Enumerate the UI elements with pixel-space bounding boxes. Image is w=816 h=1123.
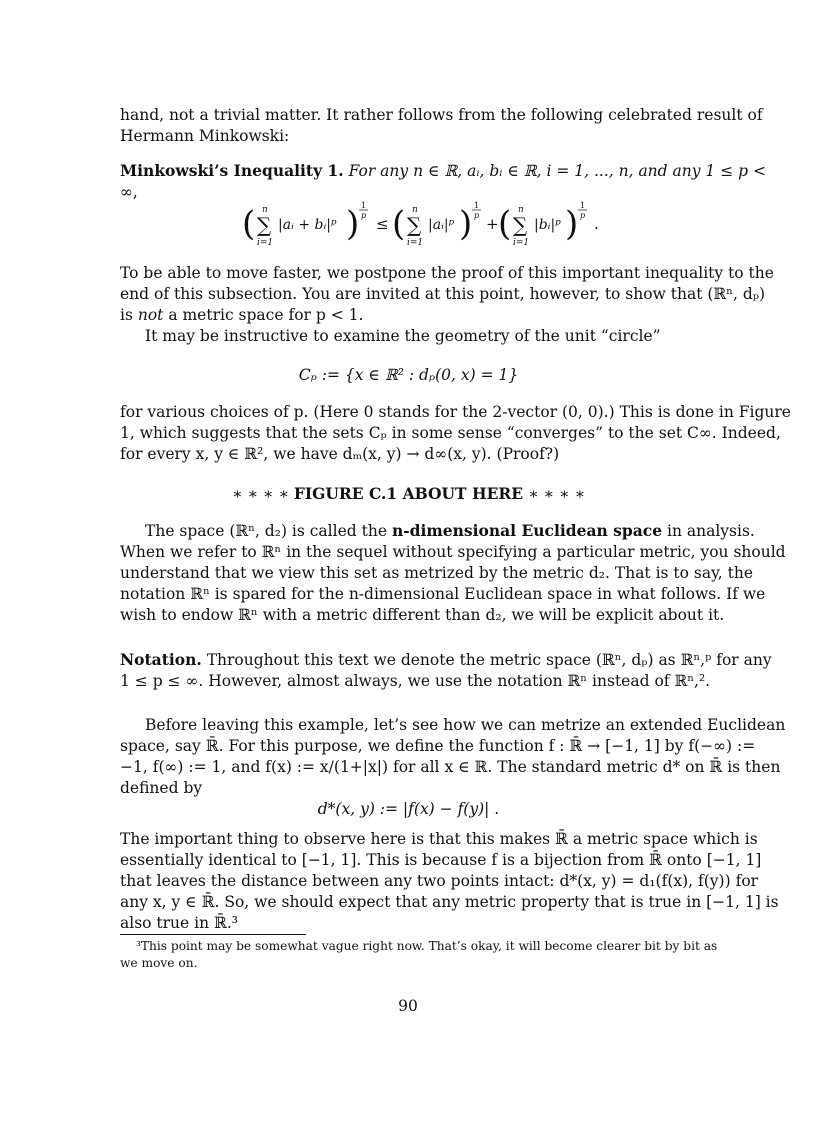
bold-term: n-dimensional Euclidean space — [391, 521, 663, 540]
body-text-line: space, say ℝ̄. For this purpose, we define the function f : ℝ̄ → [−1, 1] by f(−∞) := — [120, 737, 756, 755]
term-ab: |aᵢ + bᵢ|ᵖ — [278, 217, 337, 233]
figure-placeholder — [120, 484, 697, 504]
sum-upper: n — [262, 205, 268, 215]
body-text-line: 1 ≤ p ≤ ∞. However, almost always, we use the notation ℝⁿ instead of ℝⁿ,². — [120, 672, 711, 690]
figure-note-text: FIGURE C.1 ABOUT HERE — [293, 484, 524, 503]
text-span: a metric space for p < 1. — [163, 306, 364, 324]
theorem-text: For any n ∈ ℝ, aᵢ, bᵢ ∈ ℝ, i = 1, ..., n, and any 1 ≤ p < — [348, 162, 766, 180]
sum-lower: i=1 — [407, 238, 424, 248]
body-text-line: To be able to move faster, we postpone the proof of this important inequality to the — [120, 264, 774, 282]
sum-symbol: ∑ — [513, 213, 528, 237]
exp-num: 1 — [474, 201, 480, 210]
exp-den: p — [474, 211, 480, 220]
text-span: in analysis. — [662, 522, 755, 540]
body-text-line: Before leaving this example, let’s see how we can metrize an extended Euclidean — [145, 716, 786, 734]
period: . — [594, 215, 599, 233]
body-text-line: The important thing to observe here is that this makes ℝ̄ a metric space which is — [120, 830, 758, 848]
right-paren: ) — [459, 204, 473, 244]
plus-symbol: + — [486, 215, 499, 233]
minkowski-equation — [240, 199, 610, 251]
sum-upper: n — [412, 205, 418, 215]
emphasis-text: not — [137, 306, 164, 324]
body-text-line: When we refer to ℝⁿ in the sequel without specifying a particular metric, you should — [120, 543, 786, 561]
footnote-rule — [120, 934, 306, 935]
footnote-line: we move on. — [120, 956, 198, 970]
sum-symbol: ∑ — [407, 213, 422, 237]
body-text-line: defined by — [120, 779, 203, 797]
sum-symbol: ∑ — [257, 213, 272, 237]
body-text-line: wish to endow ℝⁿ with a metric different than d₂, we will be explicit about it. — [120, 606, 725, 624]
stars-left: ∗ ∗ ∗ ∗ — [232, 485, 289, 503]
term-a: |aᵢ|ᵖ — [428, 217, 455, 233]
body-text-line: end of this subsection. You are invited at this point, however, to show that (ℝⁿ, dₚ) — [120, 285, 766, 303]
notation-statement — [120, 650, 772, 670]
body-text-line: notation ℝⁿ is spared for the n-dimensional Euclidean space in what follows. If we — [120, 585, 766, 603]
body-text-line: Hermann Minkowski: — [120, 127, 290, 145]
sum-upper: n — [518, 205, 524, 215]
exp-num: 1 — [361, 201, 367, 210]
body-text-line: that leaves the distance between any two points intact: d*(x, y) = d₁(f(x), f(y)) for — [120, 872, 759, 890]
body-text-line: It may be instructive to examine the geometry of the unit “circle” — [145, 327, 661, 345]
body-text-line: any x, y ∈ ℝ̄. So, we should expect that any metric property that is true in [−1, 1] is — [120, 893, 779, 911]
body-text-line: −1, f(∞) := 1, and f(x) := x/(1+|x|) for all x ∈ ℝ. The standard metric d* on ℝ̄ is then — [120, 758, 781, 776]
body-text-line: hand, not a trivial matter. It rather follows from the following celebrated result of — [120, 106, 763, 124]
right-paren: ) — [565, 204, 579, 244]
body-text-line — [145, 521, 755, 541]
leq-symbol: ≤ — [376, 215, 389, 233]
body-text-line: also true in ℝ̄.³ — [120, 914, 239, 932]
left-paren: ( — [392, 204, 406, 244]
left-paren: ( — [498, 204, 512, 244]
notation-title: Notation. — [120, 650, 202, 669]
body-text-line: 1, which suggests that the sets Cₚ in some sense “converges” to the set C∞. Indeed, — [120, 424, 781, 442]
page-number: 90 — [398, 997, 418, 1015]
footnote-line: ³This point may be somewhat vague right now. That’s okay, it will become clearer bit by bit as — [136, 939, 718, 953]
body-text-line: understand that we view this set as metrized by the metric d₂. That is to say, the — [120, 564, 754, 582]
body-text-line — [120, 305, 697, 325]
text-span: The space (ℝⁿ, d₂) is called the — [145, 522, 392, 540]
display-equation-cp: Cₚ := {x ∈ ℝ² : dₚ(0, x) = 1} — [298, 366, 519, 384]
stars-right: ∗ ∗ ∗ ∗ — [528, 485, 585, 503]
exp-den: p — [361, 211, 367, 220]
text-span: is — [120, 306, 138, 324]
sum-lower: i=1 — [257, 238, 274, 248]
exp-num: 1 — [580, 201, 586, 210]
theorem-statement — [120, 161, 766, 181]
sum-lower: i=1 — [513, 238, 530, 248]
body-text-line: essentially identical to [−1, 1]. This is because f is a bijection from ℝ̄ onto [−1, 1] — [120, 851, 762, 869]
notation-text: Throughout this text we denote the metric space (ℝⁿ, dₚ) as ℝⁿ,ᵖ for any — [206, 651, 772, 669]
theorem-text-line: ∞, — [120, 183, 138, 201]
term-b: |bᵢ|ᵖ — [534, 217, 561, 233]
theorem-title: Minkowski’s Inequality 1. — [120, 161, 344, 180]
right-paren: ) — [346, 204, 360, 244]
body-text-line: for every x, y ∈ ℝ², we have dₘ(x, y) → d∞(x, y). (Proof?) — [120, 445, 560, 463]
exp-den: p — [580, 211, 586, 220]
display-equation-dstar: d*(x, y) := |f(x) − f(y)| . — [317, 800, 500, 818]
body-text-line: for various choices of p. (Here 0 stands for the 2-vector (0, 0).) This is done in Figure — [120, 403, 791, 421]
left-paren: ( — [242, 204, 256, 244]
